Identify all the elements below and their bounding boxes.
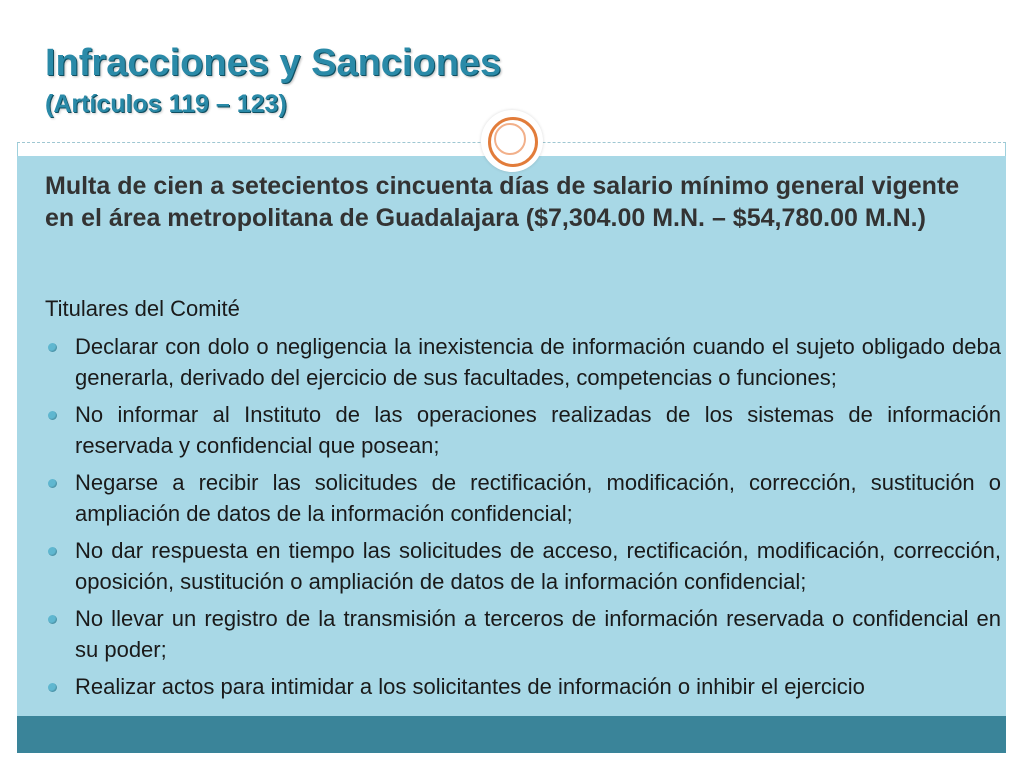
list-item <box>45 331 1001 393</box>
fine-description: Multa de cien a setecientos cincuenta días de salario mínimo general vigente en el área metropolitana de Guadalajara ($7,304.00 M.N. – $54,780.00 M.N.) <box>45 172 960 232</box>
section-heading: Titulares del Comité <box>45 296 240 321</box>
bullet-dot-icon <box>48 683 57 692</box>
list-item-text: Declarar con dolo o negligencia la inexistencia de información cuando el sujeto obligado deba generarla, derivado del ejercicio de sus facultades, competencias o funciones; <box>75 334 1001 390</box>
ornament-inner-ring <box>494 123 526 155</box>
bullet-dot-icon <box>48 547 57 556</box>
bullet-dot-icon <box>48 479 57 488</box>
list-item-text: No llevar un registro de la transmisión a terceros de información reservada o confidencial en su poder; <box>75 606 1001 662</box>
list-item-text: Realizar actos para intimidar a los solicitantes de información o inhibir el ejercicio <box>75 674 865 699</box>
bottom-band <box>17 716 1006 753</box>
list-item <box>45 467 1001 529</box>
list-item <box>45 399 1001 461</box>
slide-subtitle: (Artículos 119 – 123) <box>45 90 287 118</box>
list-item <box>45 535 1001 597</box>
circle-ornament-icon <box>481 110 543 172</box>
list-item-text: Negarse a recibir las solicitudes de rectificación, modificación, corrección, sustitución o ampliación de datos de la información confidencial; <box>75 470 1001 526</box>
list-item <box>45 671 1001 702</box>
bullet-dot-icon <box>48 615 57 624</box>
list-item-text: No dar respuesta en tiempo las solicitudes de acceso, rectificación, modificación, corrección, oposición, sustitución o ampliación de datos de la información confidencial; <box>75 538 1001 594</box>
bullet-dot-icon <box>48 411 57 420</box>
infractions-list <box>45 331 1001 708</box>
slide-title: Infracciones y Sanciones <box>45 42 502 84</box>
list-item-text: No informar al Instituto de las operaciones realizadas de los sistemas de información reservada y confidencial que posean; <box>75 402 1001 458</box>
list-item <box>45 603 1001 665</box>
bullet-dot-icon <box>48 343 57 352</box>
